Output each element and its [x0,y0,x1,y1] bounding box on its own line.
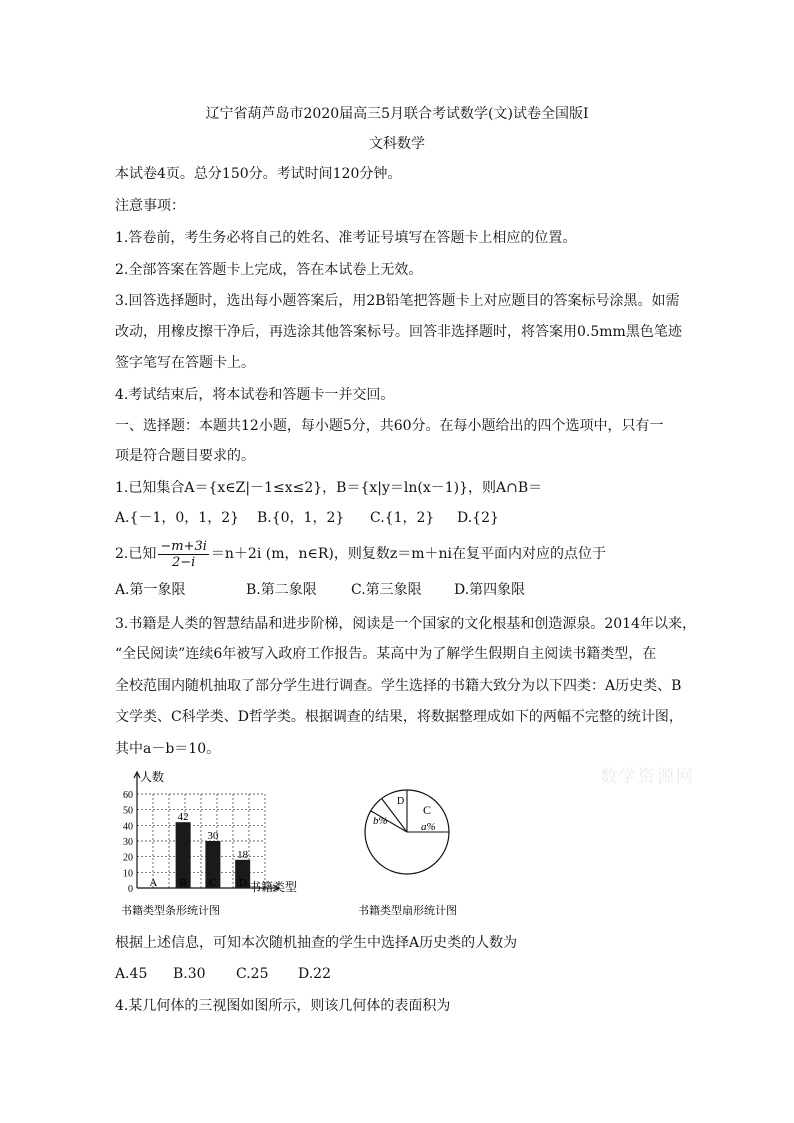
section-1-line-2: 项是符合题目要求的。 [115,448,255,464]
question-2 [115,538,606,570]
question-3-line-5: 其中a－b＝10。 [115,741,221,757]
page-subtitle: 文科数学 [369,136,425,152]
question-4: 4.某几何体的三视图如图所示，则该几何体的表面积为 [115,998,451,1014]
q1-option-a: A.{－1，0，1，2} [115,510,240,526]
note-3-line-2: 改动，用橡皮擦干净后，再选涂其他答案标号。回答非选择题时，将答案用0.5mm黑色笔迹 [115,324,682,340]
pie-chart [353,766,493,921]
note-3-line-1: 3.回答选择题时，选出每小题答案后，用2B铅笔把答题卡上对应题目的答案标号涂黑。如需 [115,293,680,309]
question-3-line-1: 3.书籍是人类的智慧结晶和进步阶梯，阅读是一个国家的文化根基和创造源泉。2014年以来， [115,616,696,632]
bar-chart-ylabel: 人数 [140,770,165,784]
bar-ytick-label: 20 [123,852,133,864]
q2-option-b: B.第二象限 [246,582,317,598]
bar-data-label: 42 [177,811,189,824]
pie-slice-c-label: C [423,803,432,817]
question-2-options [115,580,525,600]
pie-slice-c-value: a% [421,821,436,833]
q2-prefix: 2.已知 [115,546,157,562]
section-1-line-1: 一、选择题：本题共12小题，每小题5分，共60分。在每小题给出的四个选项中，只有一 [115,418,664,434]
question-1: 1.已知集合A＝{x∈Z|－1≤x≤2}，B＝{x|y＝ln(x－1)}，则A∩B＝ [115,480,543,496]
q2-option-c: C.第三象限 [351,582,422,598]
note-3-line-3: 签字笔写在答题卡上。 [115,355,255,371]
q2-option-a: A.第一象限 [115,582,186,598]
intro-text: 本试卷4页。总分150分。考试时间120分钟。 [115,166,402,182]
q2-suffix: ＝n＋2i (m，n∈R)，则复数z＝m＋ni在复平面内对应的点位于 [210,546,607,562]
q3-option-a: A.45 [115,966,148,982]
q3-option-c: C.25 [236,966,269,982]
bar-ytick-label: 60 [123,790,133,801]
question-3-prompt: 根据上述信息，可知本次随机抽查的学生中选择A历史类的人数为 [115,935,518,951]
q2-option-d: D.第四象限 [454,582,526,598]
note-4: 4.考试结束后，将本试卷和答题卡一并交回。 [115,387,395,403]
question-3-line-2: “全民阅读”连续6年被写入政府工作报告。某高中为了解学生假期自主阅读书籍类型，在 [115,646,657,662]
question-3-options [115,964,331,984]
q3-option-d: D.22 [298,966,331,982]
q1-option-d: D.{2} [457,510,499,526]
page-title: 辽宁省葫芦岛市2020届高三5月联合考试数学(文)试卷全国版I [205,106,589,122]
bar-data-label: 18 [237,848,249,861]
q2-fraction-numerator: −m+3i [160,538,207,554]
pie-chart-title: 书籍类型扇形统计图 [358,905,457,917]
question-3-line-3: 全校范围内随机抽取了部分学生进行调查。学生选择的书籍大致分为以下四类：A历史类、B [115,678,682,694]
note-2: 2.全部答案在答题卡上完成，答在本试卷上无效。 [115,262,423,278]
q1-option-c: C.{1，2} [370,510,435,526]
bar-chart-title: 书籍类型条形统计图 [121,905,220,917]
pie-slice-d-label: D [397,796,405,807]
notes-heading: 注意事项： [115,198,185,214]
bar-ytick-label: 30 [123,837,133,848]
q2-fraction [158,539,209,570]
bar-category-label: A [149,877,158,889]
bar-ytick-label: 10 [123,868,133,880]
bar-ytick-label: 0 [128,884,133,895]
question-3-line-4: 文学类、C科学类、D哲学类。根据调查的结果，将数据整理成如下的两幅不完整的统计图， [115,709,683,725]
bar-category-label: B [179,877,187,889]
question-1-options [115,508,499,528]
q1-option-b: B.{0，1，2} [257,510,345,526]
bar-chart [115,766,315,921]
bar-category-label: C [209,877,217,889]
pie-slice-b-value: b% [373,815,388,827]
watermark: 数学资源网 [600,767,695,787]
bar-data-label: 30 [207,830,219,842]
note-1: 1.答卷前，考生务必将自己的姓名、准考证号填写在答题卡上相应的位置。 [115,230,577,246]
bar-chart-xlabel: 书籍类型 [249,880,298,894]
bar-category-label: D [238,877,247,889]
bar-ytick-label: 50 [123,805,133,817]
bar-ytick-label: 40 [123,821,133,833]
q3-option-b: B.30 [173,966,206,982]
q2-fraction-denominator: 2−i [171,554,196,570]
